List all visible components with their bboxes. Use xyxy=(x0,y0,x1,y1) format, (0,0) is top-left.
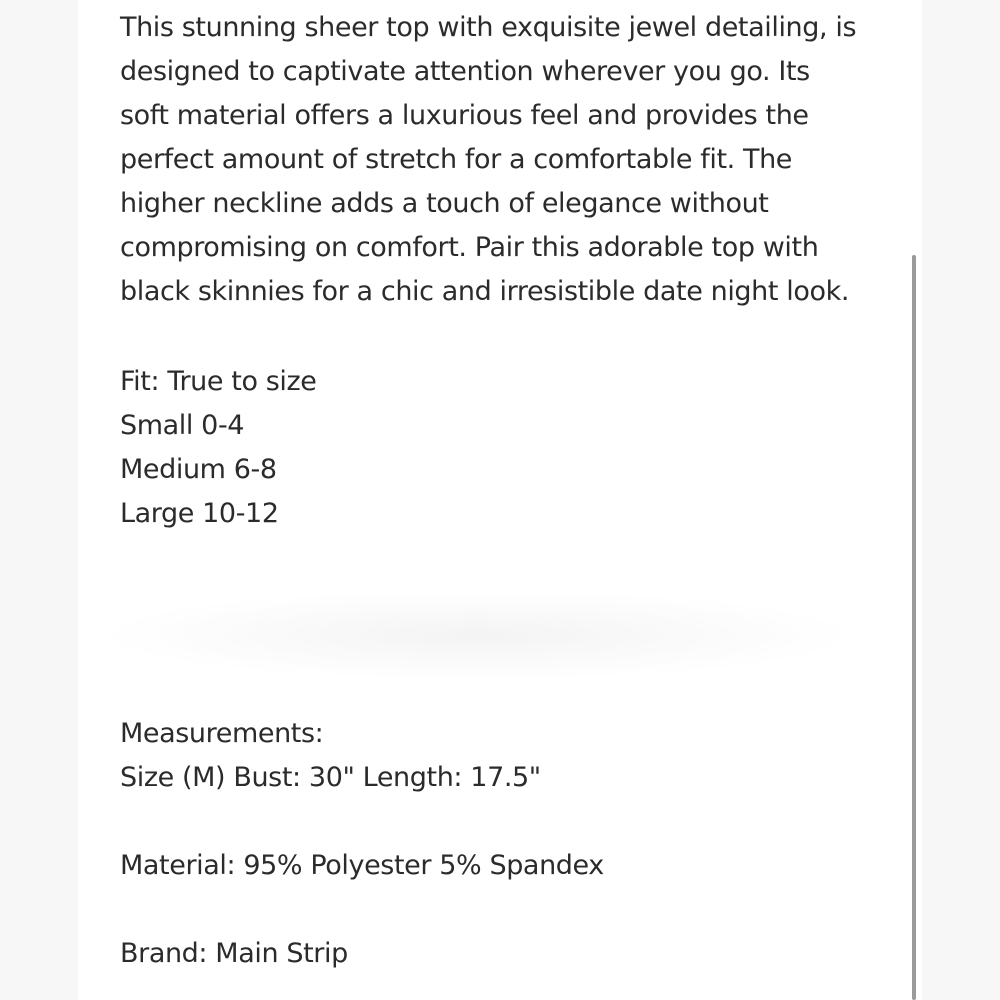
size-small: Small 0-4 xyxy=(120,410,245,441)
description-line: soft material offers a luxurious feel and provides the xyxy=(120,100,809,131)
fit-size-list xyxy=(120,360,900,536)
description-line: designed to captivate attention wherever you go. Its xyxy=(120,56,810,87)
material-text: Material: 95% Polyester 5% Spandex xyxy=(120,850,604,881)
material-section xyxy=(120,844,900,888)
description-line: black skinnies for a chic and irresistible date night look. xyxy=(120,276,849,307)
brand-text: Brand: Main Strip xyxy=(120,938,348,969)
product-description-panel xyxy=(78,0,922,1000)
measurements-heading: Measurements: xyxy=(120,718,324,749)
vertical-scrollbar[interactable] xyxy=(910,255,918,1000)
right-margin xyxy=(922,0,1000,1000)
scrollbar-thumb[interactable] xyxy=(912,255,916,1000)
description-paragraph xyxy=(120,6,900,314)
description-line: This stunning sheer top with exquisite jewel detailing, is xyxy=(120,12,857,43)
fit-line: Fit: True to size xyxy=(120,366,317,397)
size-large: Large 10-12 xyxy=(120,498,279,529)
size-medium: Medium 6-8 xyxy=(120,454,277,485)
left-margin xyxy=(0,0,78,1000)
faded-background-area xyxy=(98,590,858,680)
measurements-section xyxy=(120,712,900,800)
measurements-values: Size (M) Bust: 30" Length: 17.5" xyxy=(120,762,541,793)
brand-section xyxy=(120,932,900,976)
description-line: higher neckline adds a touch of elegance without xyxy=(120,188,769,219)
description-line: compromising on comfort. Pair this adorable top with xyxy=(120,232,819,263)
description-line: perfect amount of stretch for a comfortable fit. The xyxy=(120,144,793,175)
